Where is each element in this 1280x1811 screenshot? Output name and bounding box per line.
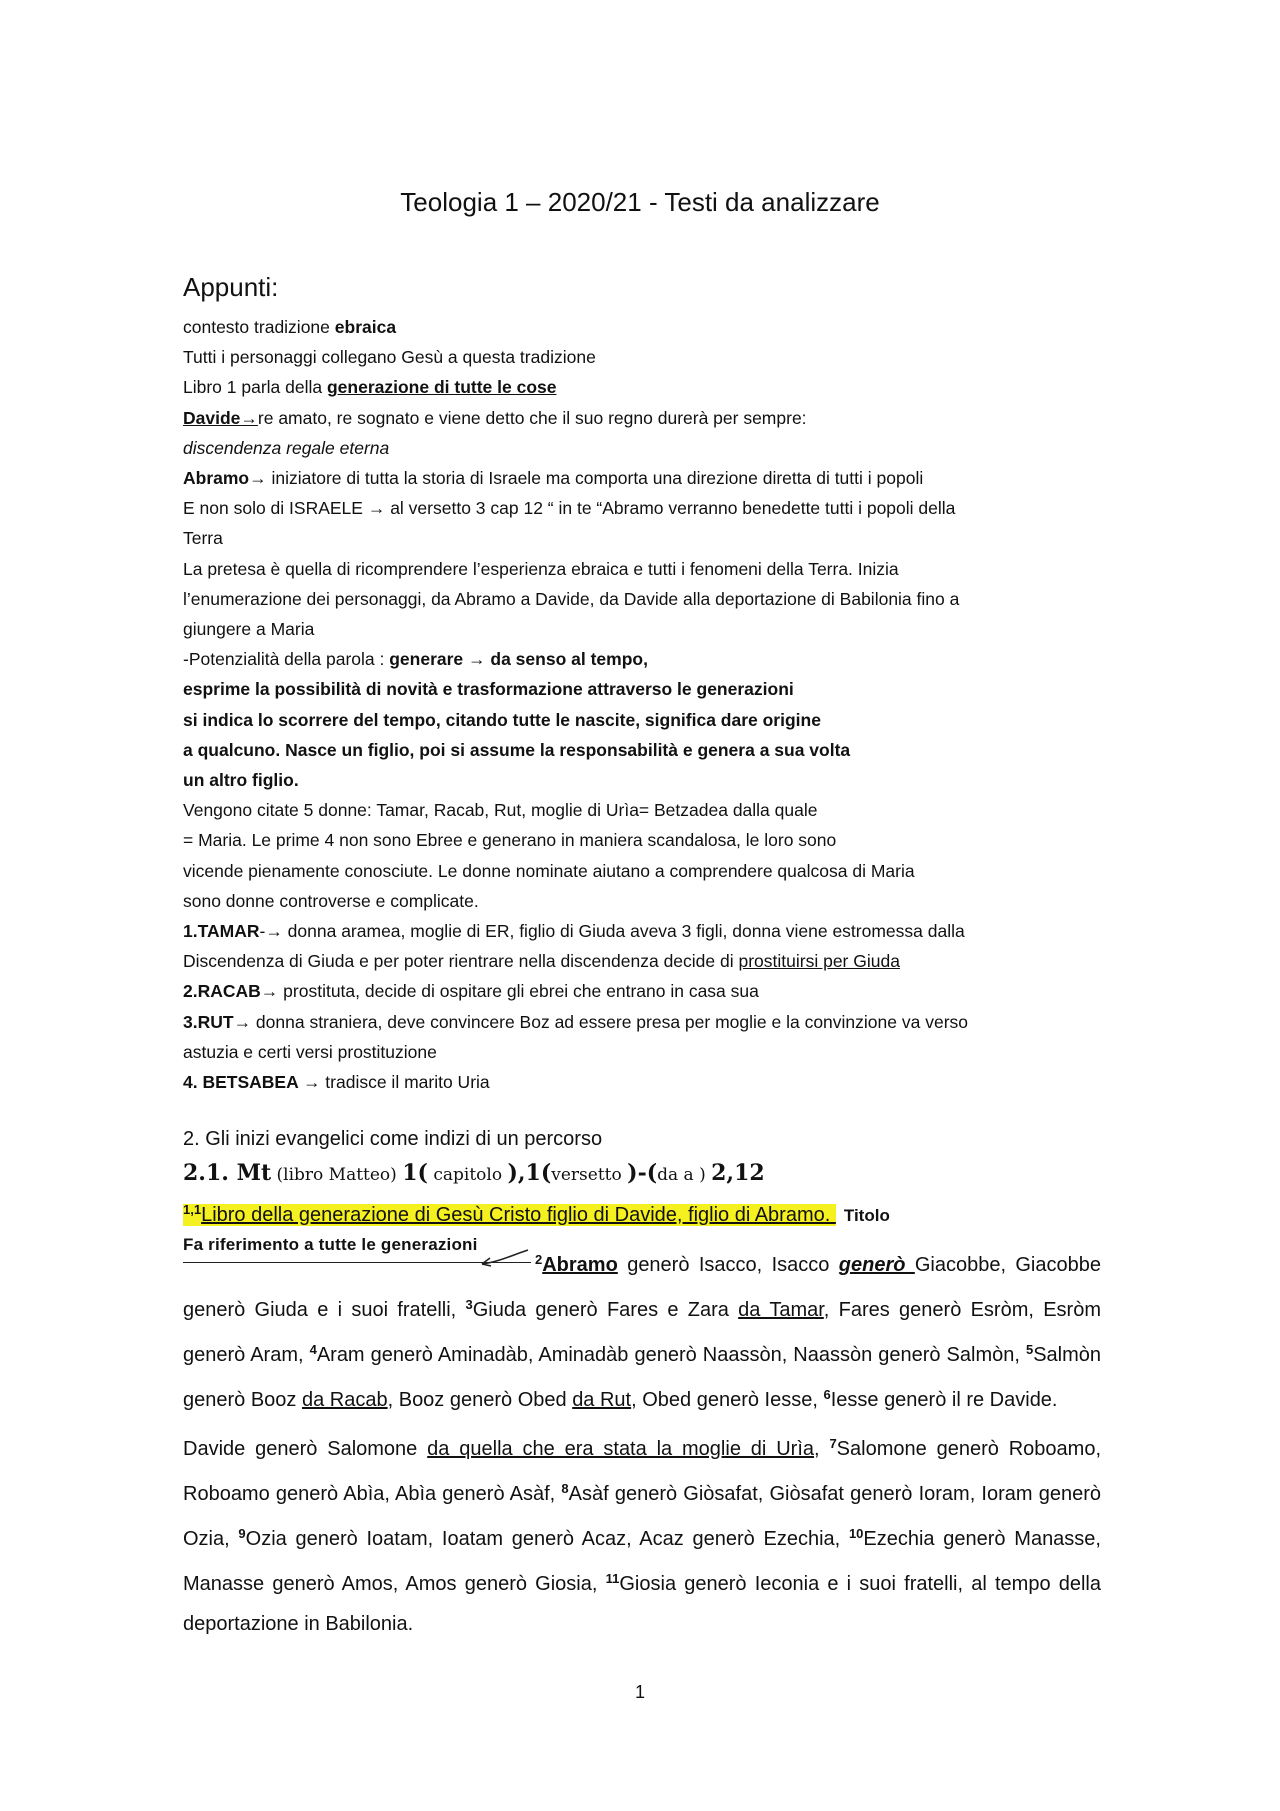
reference-note: da a: [657, 1165, 700, 1185]
notes-line: [183, 976, 1103, 1006]
verse-text: Libro della generazione di Gesù Cristo figlio di Davide, figlio di Abramo.: [201, 1204, 836, 1226]
text: Giuda generò Fares e Zara: [472, 1299, 739, 1321]
text: Salmòn generò Booz: [183, 1344, 1101, 1411]
notes-line: giungere a Maria: [183, 619, 315, 640]
verse-title: [183, 1202, 890, 1227]
text: Salomone generò Roboamo, Roboamo generò Abìa, Abìa generò Asàf,: [183, 1438, 1101, 1505]
annotation-label: Titolo: [843, 1206, 890, 1225]
reference-separator: )-(: [627, 1160, 658, 1186]
reference-end: 2,12: [711, 1160, 765, 1186]
text: Libro 1 parla della: [183, 377, 327, 398]
notes-line: [183, 1067, 1103, 1097]
reference-verse: ),1(: [507, 1160, 552, 1186]
underlined-text: da Racab: [301, 1389, 388, 1411]
text: E non solo di ISRAELE: [183, 498, 368, 519]
verse-number: 7: [829, 1436, 837, 1451]
notes-line: discendenza regale eterna: [183, 437, 390, 458]
reference-note: capitolo: [427, 1165, 508, 1185]
text: Discendenza di Giuda e per poter rientrare nella discendenza decide di: [183, 951, 739, 972]
arrow-right-icon: →: [260, 981, 279, 1002]
text: Giosia generò Ieconia e i suoi fratelli, al tempo della deportazione in Babilonia.: [183, 1573, 1101, 1635]
underlined-text: prostituirsi per Giuda: [738, 951, 900, 972]
notes-line: [183, 946, 1103, 976]
notes-line: Tutti i personaggi collegano Gesù a questa tradizione: [183, 347, 596, 368]
verse-number: 9: [238, 1526, 246, 1541]
notes-line: si indica lo scorrere del tempo, citando tutte le nascite, significa dare origine: [183, 709, 821, 730]
text: Aram generò Aminadàb, Aminadàb generò Naassòn, Naassòn generò Salmòn,: [316, 1344, 1026, 1366]
bold-text: 4. BETSABEA: [183, 1072, 303, 1093]
notes-line: La pretesa è quella di ricomprendere l’esperienza ebraica e tutti i fenomeni della Terra. Inizia: [183, 558, 899, 579]
notes-line: vicende pienamente conosciute. Le donne nominate aiutano a comprendere qualcosa di Maria: [183, 860, 915, 881]
gospel-paragraph: [183, 1424, 1101, 1644]
verse-number: 3: [465, 1297, 473, 1312]
verse-number: 6: [823, 1387, 831, 1402]
verse-number: 8: [561, 1481, 569, 1496]
reference-note: versetto: [551, 1165, 628, 1185]
text: generò Isacco, Isacco: [617, 1254, 839, 1276]
text: Iesse generò il re Davide.: [830, 1389, 1058, 1411]
text: al versetto 3 cap 12 “ in te “Abramo verranno benedette tutti i popoli della: [385, 498, 956, 519]
verse-number: 11: [605, 1571, 620, 1586]
notes-heading: Appunti:: [183, 272, 279, 302]
notes-line: a qualcuno. Nasce un figlio, poi si assume la responsabilità e genera a sua volta: [183, 739, 851, 760]
notes-line: Vengono citate 5 donne: Tamar, Racab, Rut, moglie di Urìa= Betzadea dalla quale: [183, 800, 818, 821]
notes-line: [183, 493, 1103, 523]
bold-text: 2.RACAB: [183, 981, 261, 1002]
gospel-text: [183, 1240, 1101, 1644]
notes-line: l’enumerazione dei personaggi, da Abramo a Davide, da Davide alla deportazione di Babilonia fino a: [183, 588, 960, 609]
text: Davide generò Salomone: [183, 1438, 428, 1460]
notes-line: [183, 403, 1103, 433]
text: prostituta, decide di ospitare gli ebrei che entrano in casa sua: [278, 981, 759, 1002]
notes-line: [183, 644, 1103, 674]
bold-underlined-text: Davide: [183, 407, 241, 428]
verse-number: 2: [535, 1252, 543, 1267]
document-title: Teologia 1 – 2020/21 - Testi da analizzare: [400, 187, 880, 217]
section-heading: 2. Gli inizi evangelici come indizi di un percorso: [183, 1128, 603, 1150]
reference-chapter: 1(: [402, 1160, 428, 1186]
underlined-name: Abramo: [542, 1254, 618, 1276]
underlined-text: da Rut: [572, 1389, 632, 1411]
text: Asàf generò Giòsafat, Giòsafat generò Ioram, Ioram generò Ozia,: [183, 1483, 1101, 1550]
bold-text: 1.TAMAR: [183, 921, 260, 942]
bold-text: generare: [389, 649, 469, 670]
bold-underlined-text: generazione di tutte le cose: [326, 377, 557, 398]
text: ,: [814, 1438, 830, 1460]
text: -: [259, 921, 266, 942]
notes-line: [183, 1007, 1103, 1037]
notes-line: [183, 312, 1103, 342]
text: donna straniera, deve convincere Boz ad essere presa per moglie e la convinzione va verso: [251, 1011, 968, 1032]
notes-line: un altro figlio.: [183, 770, 299, 791]
bible-reference: [183, 1160, 765, 1186]
text: re amato, re sognato e viene detto che il suo regno durerà per sempre:: [257, 407, 807, 428]
arrow-right-icon: →: [233, 1011, 252, 1032]
text: donna aramea, moglie di ER, figlio di Giuda aveva 3 figli, donna viene estromessa dalla: [282, 921, 965, 942]
bold-text: da senso al tempo,: [485, 649, 648, 670]
bold-text: 3.RUT: [183, 1011, 234, 1032]
notes-line: astuzia e certi versi prostituzione: [183, 1041, 437, 1062]
notes-body: [183, 312, 1103, 1097]
text: , Booz generò Obed: [387, 1389, 573, 1411]
text: Ozia generò Ioatam, Ioatam generò Acaz, Acaz generò Ezechia,: [245, 1528, 849, 1550]
notes-line: [183, 372, 1103, 402]
text: iniziatore di tutta la storia di Israele ma comporta una direzione diretta di tutti i popoli: [266, 468, 924, 489]
highlighted-verse: [183, 1204, 836, 1226]
arrow-right-icon: →: [249, 468, 267, 489]
verse-number: 10: [848, 1526, 864, 1541]
underlined-word: generò: [838, 1254, 915, 1276]
bold-text: ebraica: [334, 317, 397, 337]
reference-book: 2.1. Mt: [183, 1160, 272, 1186]
text: -Potenzialità della parola :: [183, 649, 390, 670]
text: tradisce il marito Uria: [320, 1072, 490, 1093]
underlined-text: da Tamar: [738, 1299, 824, 1321]
verse-number: 1,1: [183, 1202, 202, 1217]
notes-line: esprime la possibilità di novità e trasformazione attraverso le generazioni: [183, 679, 794, 700]
bold-text: Abramo: [183, 468, 250, 489]
text: contesto tradizione: [183, 317, 335, 337]
arrow-right-icon: →: [302, 1072, 321, 1093]
annotation-note: Fa riferimento a tutte le generazioni: [183, 1235, 478, 1254]
text: Giacobbe, Giacobbe generò Giuda e i suoi fratelli,: [183, 1254, 1101, 1321]
verse-number: 4: [309, 1342, 317, 1357]
underlined-text: da quella che era stata la moglie di Urìa: [427, 1438, 815, 1460]
notes-line: [183, 916, 1103, 946]
reference-note: ): [699, 1165, 712, 1185]
arrow-right-icon: →: [265, 921, 283, 942]
page-number: 1: [634, 1682, 645, 1702]
arrow-right-icon: →: [240, 407, 258, 428]
text: Ezechia generò Manasse, Manasse generò Amos, Amos generò Giosia,: [183, 1528, 1101, 1595]
notes-line: Terra: [183, 528, 223, 549]
text: , Fares generò Esròm, Esròm generò Aram,: [183, 1299, 1101, 1366]
arrow-right-icon: →: [367, 498, 386, 519]
verse-number: 5: [1025, 1342, 1034, 1357]
notes-line: [183, 463, 1103, 493]
gospel-paragraph: [183, 1240, 1101, 1420]
arrow-right-icon: →: [468, 649, 486, 670]
notes-line: sono donne controverse e complicate.: [183, 890, 479, 911]
notes-line: = Maria. Le prime 4 non sono Ebree e generano in maniera scandalosa, le loro sono: [183, 830, 837, 851]
text: , Obed generò Iesse,: [631, 1389, 824, 1411]
reference-note: (libro Matteo): [271, 1165, 403, 1185]
